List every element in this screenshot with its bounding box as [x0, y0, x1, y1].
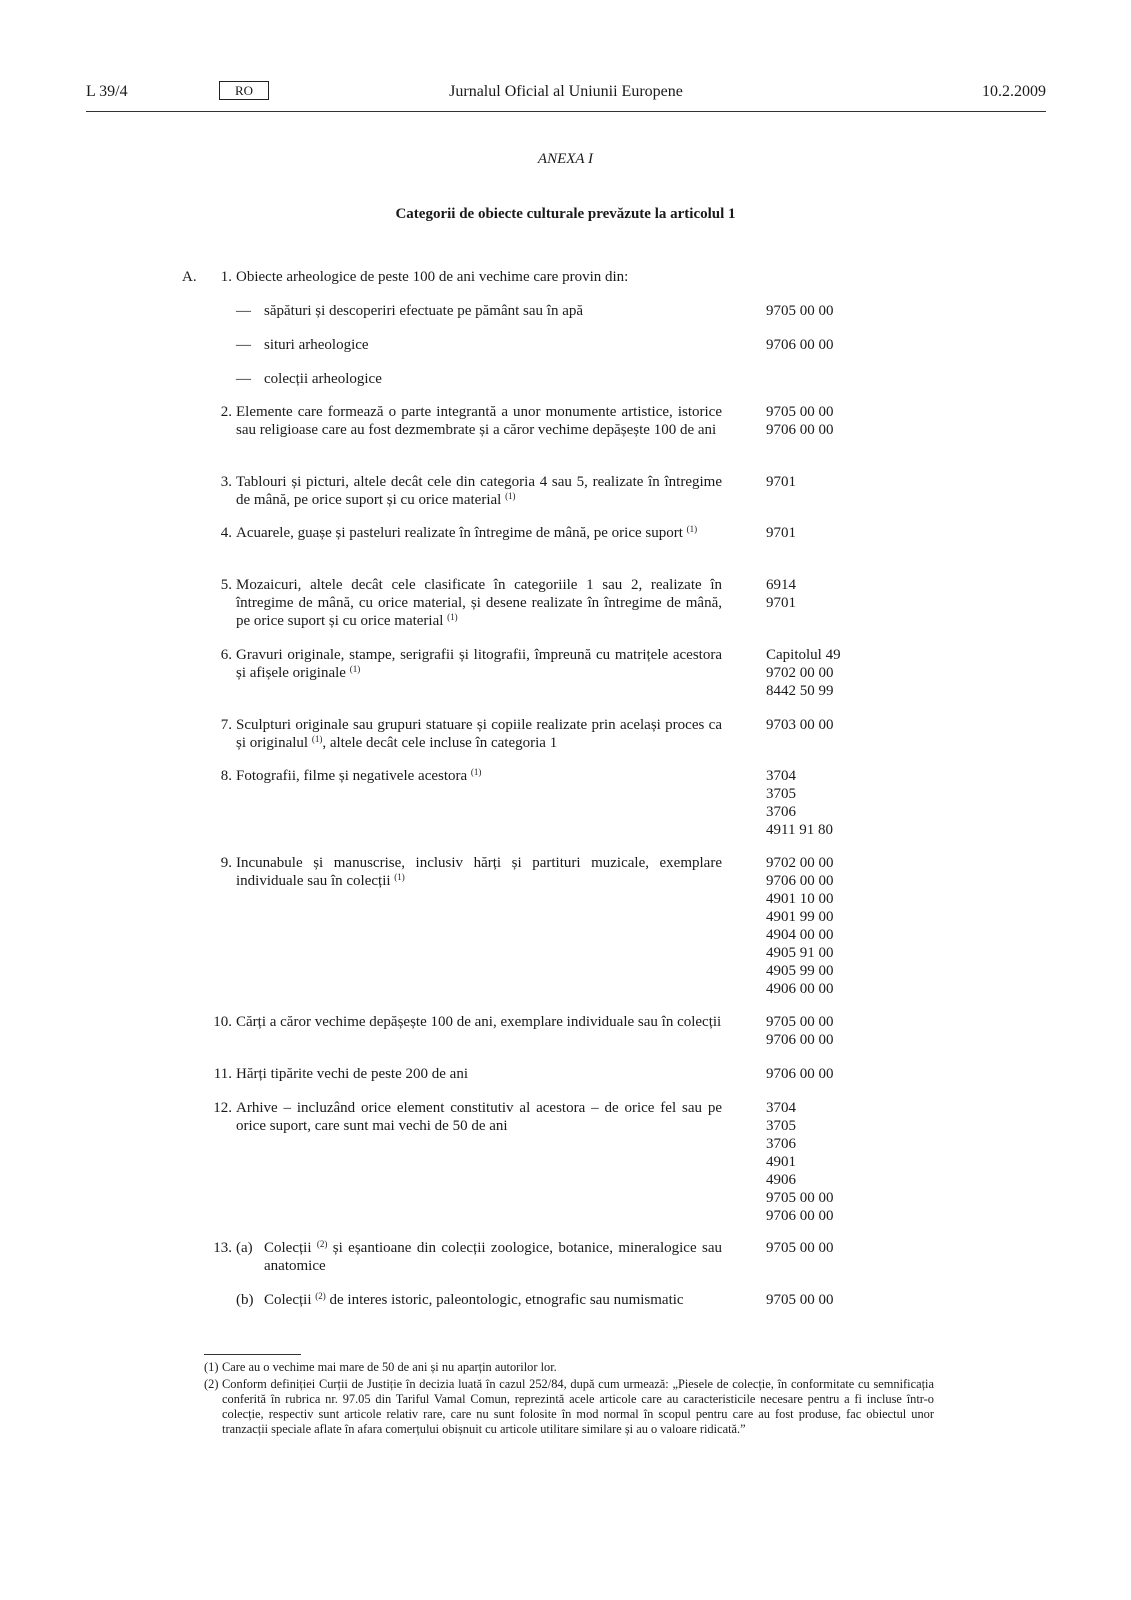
item-description: Cărți a căror vechime depășește 100 de ani, exemplare individuale sau în colecții: [236, 1014, 722, 1030]
item-description: Arhive – incluzând orice element constitutiv al acestora – de orice fel sau pe orice suport, care sunt mai vechi de 50 de ani: [236, 1100, 722, 1134]
footnote-text: Care au o vechime mai mare de 50 de ani și nu aparțin autorilor lor.: [222, 1360, 557, 1374]
tariff-codes: [766, 1099, 834, 1225]
tariff-code: 9702 00 00: [766, 855, 834, 871]
sub-item-text: Colecții $^{(2)}$ de interes istoric, paleontologic, etnografic sau numismatic: [264, 1291, 684, 1308]
footnote-mark: (1): [204, 1360, 219, 1374]
footnote-ref: (1): [447, 612, 458, 622]
tariff-code: 4906 00 00: [766, 981, 834, 997]
sub-item-text: săpături și descoperiri efectuate pe pământ sau în apă: [264, 303, 584, 319]
tariff-codes: [766, 473, 796, 491]
item-number: 11.: [213, 1066, 232, 1082]
item-number: 9.: [220, 855, 232, 871]
tariff-codes: [766, 767, 833, 839]
item-description: Hărți tipărite vechi de peste 200 de ani: [236, 1066, 468, 1082]
tariff-code: 9706 00 00: [766, 337, 834, 353]
tariff-code: 4905 91 00: [766, 945, 834, 961]
footnote: [204, 1360, 934, 1375]
tariff-code: 9703 00 00: [766, 717, 834, 733]
tariff-code: 9705 00 00: [766, 303, 834, 319]
tariff-code: 4901: [766, 1154, 796, 1170]
tariff-code: 9706 00 00: [766, 1208, 834, 1224]
sub-item-letter: (b): [236, 1292, 254, 1308]
language-badge: RO: [219, 81, 269, 100]
footnote-ref: (1): [505, 491, 516, 501]
tariff-codes: [766, 524, 796, 542]
sub-item-text: situri arheologice: [264, 337, 369, 353]
item-number: 8.: [220, 768, 232, 784]
tariff-code: 9706 00 00: [766, 1032, 834, 1048]
tariff-code: 9701: [766, 474, 796, 490]
footnote-divider: [204, 1354, 301, 1355]
tariff-code: 9706 00 00: [766, 1066, 834, 1082]
dash-marker: —: [236, 371, 251, 387]
publication-date: 10.2.2009: [982, 83, 1046, 100]
tariff-code: 9705 00 00: [766, 1240, 834, 1256]
tariff-code: 4911 91 80: [766, 822, 833, 838]
sub-item-text: Colecții $^{(2)}$ și eșantioane din colecții zoologice, botanice, mineralogice sau anatomice: [264, 1239, 722, 1274]
header-divider: [86, 111, 1046, 112]
tariff-code: 9701: [766, 525, 796, 541]
journal-title: Jurnalul Oficial al Uniunii Europene: [449, 83, 683, 100]
annex-subtitle: Categorii de obiecte culturale prevăzute la articolul 1: [395, 206, 736, 222]
tariff-code: 9701: [766, 595, 796, 611]
item-number: 1.: [220, 269, 232, 285]
tariff-code: 3705: [766, 1118, 796, 1134]
footnote-text: Conform definiției Curții de Justiție în decizia luată în cazul 252/84, după cum urmează: „Piesele de colecție, în conformitate cu semnificația conferită în rubrica nr. 97.05 din Tariful Vamal Comun, reprezintă acele articole care au caracteristicile necesare pentru a fi incluse într-o colecție, respectiv sunt articole relativ rare, care nu sunt folosite în mod normal în scopul pentru care au fost produse, fac obiectul unor tranzacții speciale aflate în afara comerțului obișnuit cu articole utilitare similare și au o valoare ridicată.”: [222, 1377, 934, 1436]
tariff-code: 3706: [766, 804, 796, 820]
item-number: 10.: [213, 1014, 232, 1030]
sub-item-text: colecții arheologice: [264, 371, 382, 387]
tariff-code: 4905 99 00: [766, 963, 834, 979]
page-header: [86, 83, 1046, 105]
tariff-code: 9705 00 00: [766, 1292, 834, 1308]
tariff-codes: [766, 716, 834, 734]
tariff-codes: [766, 1065, 834, 1083]
item-description: Mozaicuri, altele decât cele clasificate în categoriile 1 sau 2, realizate în întregime de mână, cu orice material, și desene realizate în întregime de mână, pe orice suport și cu orice material $^{(1)}$: [236, 577, 722, 629]
item-number: 13.: [213, 1240, 232, 1256]
item-description: Elemente care formează o parte integrantă a unor monumente artistice, istorice sau religioase care au fost dezmembrate și a căror vechime depășește 100 de ani: [236, 404, 722, 438]
sub-item-letter: (a): [236, 1240, 253, 1256]
item-number: 4.: [220, 525, 232, 541]
footnote-ref: (1): [686, 524, 698, 534]
tariff-code: 9706 00 00: [766, 873, 834, 889]
tariff-code: 3704: [766, 768, 796, 784]
item-number: 5.: [220, 577, 232, 593]
item-number: 2.: [220, 404, 232, 420]
tariff-codes: [766, 1013, 834, 1049]
tariff-code: 8442 50 99: [766, 683, 834, 699]
tariff-code: 6914: [766, 577, 796, 593]
tariff-code: 9705 00 00: [766, 1190, 834, 1206]
tariff-code: Capitolul 49: [766, 647, 841, 663]
item-description: Obiecte arheologice de peste 100 de ani vechime care provin din:: [236, 269, 629, 285]
tariff-codes: [766, 854, 834, 998]
footnote-ref: (1): [311, 734, 323, 744]
tariff-codes: [766, 576, 796, 612]
tariff-codes: [766, 403, 834, 439]
item-number: 7.: [220, 717, 232, 733]
footnote-ref: (1): [470, 767, 482, 777]
footnote-mark: (2): [204, 1377, 219, 1391]
item-description: Acuarele, guașe și pasteluri realizate în întregime de mână, pe orice suport $^{(1)}$: [236, 524, 698, 541]
item-description: Sculpturi originale sau grupuri statuare și copiile realizate prin același proces ca și originalul $^{(1)}$, altele decât cele incluse în categoria 1: [236, 717, 722, 751]
footnote-ref: (2): [315, 1291, 326, 1301]
dash-marker: —: [236, 337, 251, 353]
footnote: [204, 1377, 934, 1437]
annex-title: ANEXA I: [537, 151, 594, 167]
footnote-ref: (2): [316, 1239, 328, 1249]
item-number: 12.: [213, 1100, 232, 1116]
footnote-ref: (1): [349, 664, 361, 674]
item-description: Incunabule și manuscrise, inclusiv hărți și partituri muzicale, exemplare individuale sau în colecții $^{(1)}$: [236, 855, 722, 889]
tariff-code: 4906: [766, 1172, 796, 1188]
tariff-code: 4901 99 00: [766, 909, 834, 925]
tariff-code: 9705 00 00: [766, 404, 834, 420]
item-description: Gravuri originale, stampe, serigrafii și litografii, împreună cu matrițele acestora și afișele originale $^{(1)}$: [236, 647, 722, 681]
item-description: Tablouri și picturi, altele decât cele din categoria 4 sau 5, realizate în întregime de mână, pe orice suport și cu orice material $^{(1)}$: [236, 474, 722, 508]
item-number: 3.: [220, 474, 232, 490]
tariff-code: 9702 00 00: [766, 665, 834, 681]
tariff-code: 4901 10 00: [766, 891, 834, 907]
page-reference: L 39/4: [86, 83, 128, 100]
tariff-code: 3704: [766, 1100, 796, 1116]
tariff-code: 3706: [766, 1136, 796, 1152]
tariff-codes: [766, 646, 841, 700]
section-label: A.: [182, 269, 197, 285]
item-description: Fotografii, filme și negativele acestora $^{(1)}$: [236, 767, 482, 784]
footnote-ref: (1): [394, 872, 405, 882]
tariff-code: 9706 00 00: [766, 422, 834, 438]
dash-marker: —: [236, 303, 251, 319]
item-number: 6.: [220, 647, 232, 663]
tariff-code: 9705 00 00: [766, 1014, 834, 1030]
tariff-code: 3705: [766, 786, 796, 802]
tariff-code: 4904 00 00: [766, 927, 834, 943]
